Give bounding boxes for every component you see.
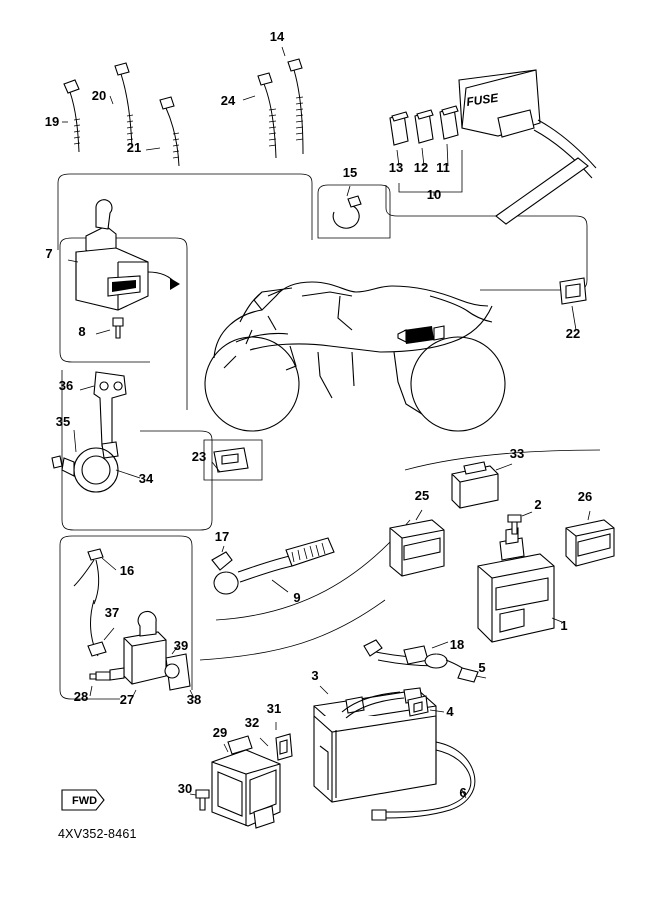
fwd-marker: [62, 790, 104, 810]
callout-number: 13: [388, 160, 404, 175]
callout-number: 16: [119, 563, 135, 578]
callout-number: 11: [436, 160, 450, 175]
fuse-label: FUSE: [465, 90, 500, 109]
relay-assembly-7: [68, 200, 180, 338]
cable-ties-group: [62, 47, 303, 166]
callout-number: 10: [426, 187, 442, 202]
part-number-code: 4XV352-8461: [58, 827, 137, 841]
callout-number: 3: [311, 668, 319, 683]
callout-number: 31: [266, 701, 282, 716]
callout-number: 5: [478, 660, 486, 675]
callout-number: 1: [560, 618, 568, 633]
regulator-29: [190, 722, 292, 828]
callout-number: 33: [509, 446, 525, 461]
clamp-15: [333, 186, 361, 228]
callout-number: 21: [126, 140, 142, 155]
callout-number: 35: [55, 414, 71, 429]
callout-number: 39: [173, 638, 189, 653]
callout-number: 20: [91, 88, 107, 103]
callout-number: 32: [244, 715, 260, 730]
callout-number: 19: [44, 114, 60, 129]
motorcycle-outline: [205, 282, 505, 431]
fuse-box-group: [390, 70, 596, 224]
callout-number: 2: [534, 497, 542, 512]
battery-3: [314, 686, 444, 802]
callout-number: 22: [565, 326, 581, 341]
main-relay-1: [478, 512, 562, 642]
callout-number: 12: [413, 160, 429, 175]
callout-number: 28: [73, 689, 89, 704]
relay-33: [452, 462, 512, 508]
callout-number: 7: [45, 246, 53, 261]
callout-number: 26: [577, 489, 593, 504]
cable-17-9: [212, 538, 334, 594]
connector-23: [212, 448, 248, 472]
battery-cables: [364, 640, 486, 682]
callout-number: 9: [293, 590, 301, 605]
fwd-label: FWD: [72, 795, 98, 807]
callout-number: 29: [212, 725, 228, 740]
callout-number: 34: [138, 471, 154, 486]
callout-number: 30: [177, 781, 193, 796]
callout-number: 17: [214, 529, 230, 544]
callout-number: 38: [186, 692, 202, 707]
callout-number: 6: [459, 785, 467, 800]
callout-number: 37: [104, 605, 120, 620]
callout-number: 4: [446, 704, 454, 719]
connector-22: [560, 278, 586, 330]
relay-25: [390, 510, 444, 576]
callout-number: 14: [269, 29, 285, 44]
relay-26: [566, 511, 614, 566]
callout-number: 18: [449, 637, 465, 652]
callout-number: 36: [58, 378, 74, 393]
callout-number: 25: [414, 488, 430, 503]
cable-16: [74, 549, 116, 604]
callout-number: 15: [342, 165, 358, 180]
callout-numbers: [45, 29, 592, 800]
callout-number: 24: [220, 93, 236, 108]
callout-number: 27: [119, 692, 135, 707]
callout-number: 23: [191, 449, 207, 464]
callout-number: 8: [78, 324, 86, 339]
